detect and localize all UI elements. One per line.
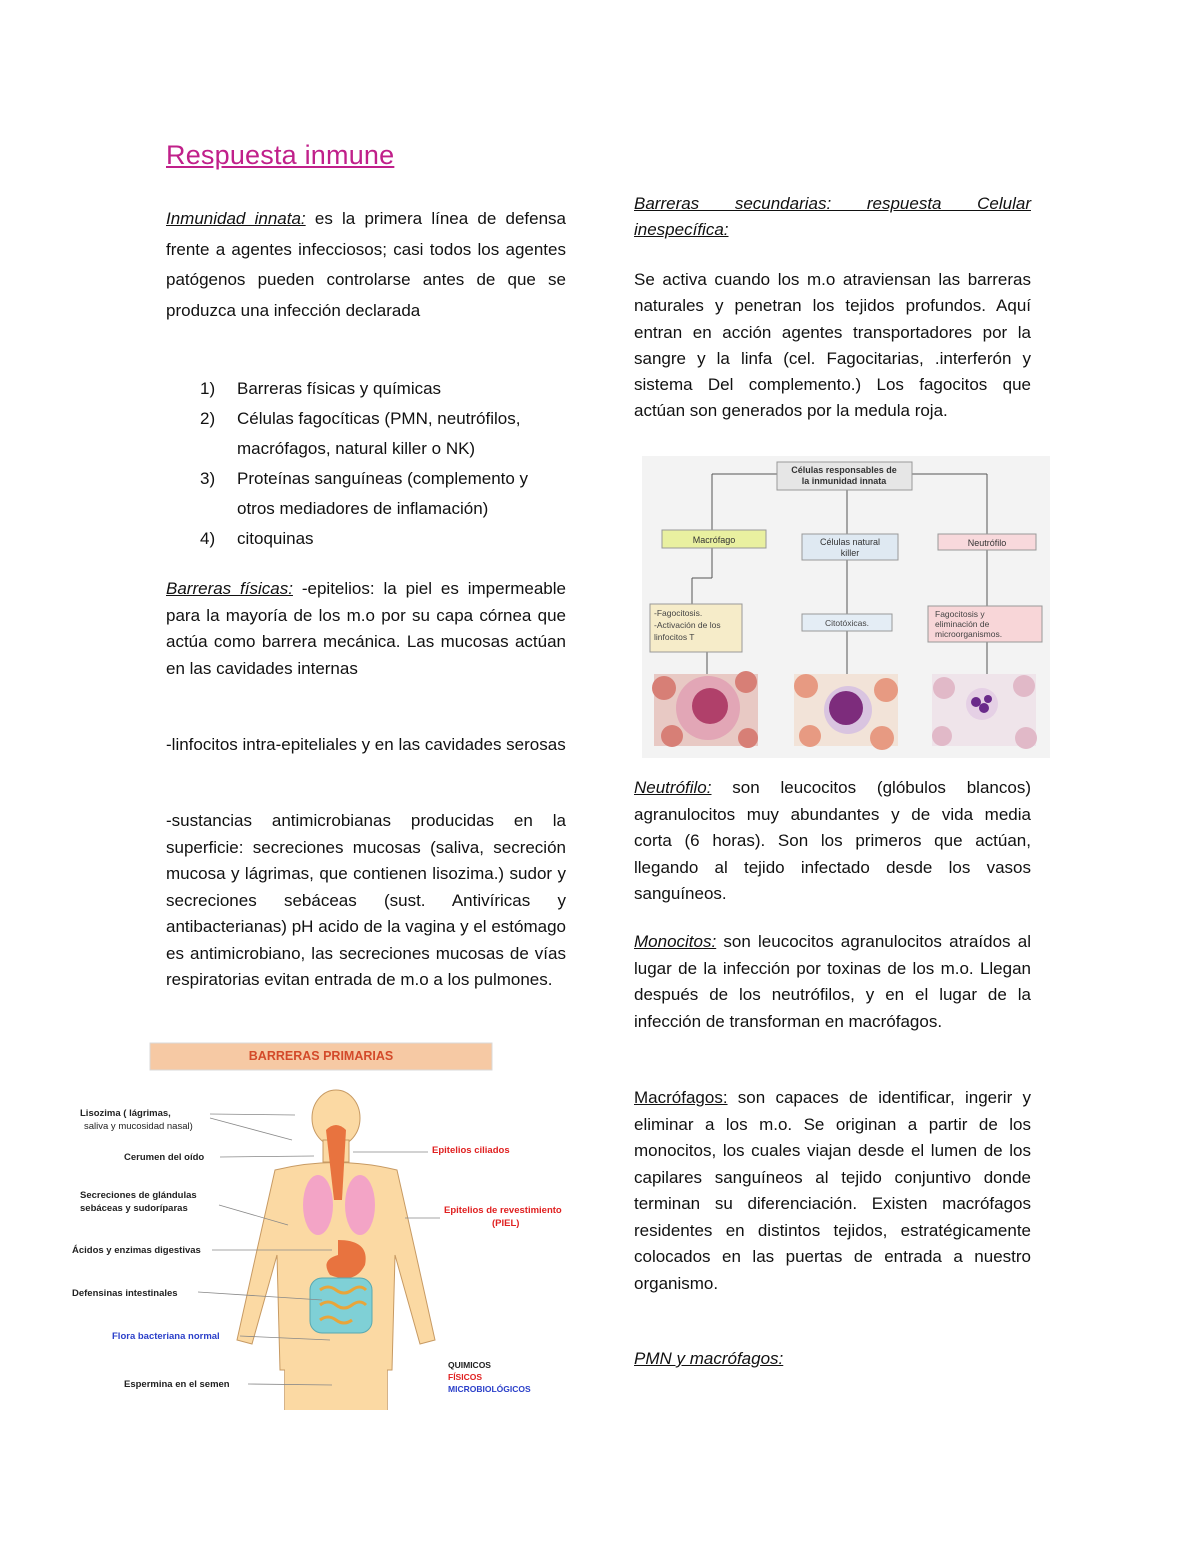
label-acidos: Ácidos y enzimas digestivas [72,1245,201,1256]
innata-list [166,374,566,554]
header-title: BARRERAS PRIMARIAS [248,1049,394,1063]
left-lung-icon [303,1175,333,1235]
nk-micrograph [794,674,898,750]
barreras-primarias-figure [70,1040,590,1410]
monocitos-paragraph: Monocitos: son leucocitos agranulocitos atraídos al lugar de la infección por toxinas de los m.o. Llegan después de los neutrófilos, y en el lugar de la infección de transforman en macrófagos. [634,932,1031,1031]
list-item: 2) Células fagocíticas (PMN, neutrófilos, macrófagos, natural killer o NK) [200,409,521,458]
label-lisozima: Lisozima ( lágrimas, [80,1108,171,1119]
legend-fisicos: FÍSICOS [448,1372,483,1382]
label-espermina: Espermina en el semen [124,1379,230,1390]
list-item: 1) Barreras físicas y químicas [200,379,442,398]
svg-text:-Activación de los: -Activación de los [654,620,721,630]
svg-text:la inmunidad innata: la inmunidad innata [801,476,887,486]
fisicas-paragraph: Barreras físicas: -epitelios: la piel es impermeable para la mayoría de los m.o por su capa córnea que actúa como barrera mecánica. Las mucosas actúan en las cavidades internas [166,579,566,678]
neutrofilo-micrograph [932,674,1037,749]
svg-text:eliminación de: eliminación de [935,619,990,629]
label-epitelios-revestimiento: Epitelios de revestimiento [444,1205,562,1216]
monocitos-label: Monocitos: [634,932,717,951]
legend-quimicos: QUIMICOS [448,1360,491,1370]
list-item: 4) citoquinas [200,529,314,548]
macrofagos-label: Macrófagos: [634,1088,728,1107]
figure-legend [448,1360,531,1394]
fisicas-label: Barreras físicas: [166,579,293,598]
innata-text: es la primera línea de defensa frente a agentes infecciosos; casi todos los agentes patógenos pueden controlarse antes de que se produzca una infección declarada [166,209,567,320]
page-title: Respuesta inmune [166,140,395,170]
innate-cells-figure [642,456,1050,758]
legend-microbiologicos: MICROBIOLÓGICOS [448,1384,531,1394]
innata-paragraph [166,204,566,326]
list-item: 3) Proteínas sanguíneas (complemento y otros mediadores de inflamación) [200,469,529,518]
svg-text:Citotóxicas.: Citotóxicas. [825,618,869,628]
macrofago-micrograph [652,671,758,748]
label-epitelios-ciliados: Epitelios ciliados [432,1145,510,1156]
label-flora: Flora bacteriana normal [112,1331,220,1342]
cells-diagram [642,456,1050,758]
neutrofilo-paragraph: Neutrófilo: son leucocitos (glóbulos blancos) agranulocitos muy abundantes y de vida media corta (6 horas). Son los primeros que actúan, llegando al tejido infectado desde los vasos sanguíneos. [634,778,1031,903]
right-labels [432,1145,562,1229]
neutrofilo-label: Neutrófilo: [634,778,712,797]
label-defensinas: Defensinas intestinales [72,1288,178,1299]
svg-text:Células responsables de: Células responsables de [791,465,897,475]
svg-text:Macrófago: Macrófago [692,535,736,545]
label-cerumen: Cerumen del oído [124,1152,205,1163]
secundarias-heading: Barreras secundarias: respuesta Celular inespecífica: [634,194,1031,239]
label-lisozima-2: saliva y mucosidad nasal) [84,1121,193,1132]
svg-text:microorganismos.: microorganismos. [935,629,1003,639]
secundarias-paragraph: Se activa cuando los m.o atraviensan las barreras naturales y penetran los tejidos profundos. Aquí entran en acción agentes transportadores por la sangre y la linfa (cel. Fagocitarias, .interferón y sistema Del complemento.) Los fagocitos que actúan son generados por la medula roja. [634,270,1031,421]
svg-text:-Fagocitosis.: -Fagocitosis. [654,608,703,618]
left-labels [72,1108,230,1390]
svg-text:linfocitos T: linfocitos T [654,632,695,642]
macrofagos-paragraph: Macrófagos: son capaces de identificar, ingerir y eliminar a los m.o. Se originan a partir de los monocitos, los cuales viajan desde el lumen de los capilares sanguíneos al tejido conjuntivo donde terminan su diferenciación. Existen macrófagos residentes en distintos tejidos, estratégicamente colocados en las puertas de entrada a nuestro organismo. [634,1088,1031,1293]
svg-text:killer: killer [840,548,860,558]
label-secreciones: Secreciones de glándulas [80,1190,197,1201]
sustancias-paragraph: -sustancias antimicrobianas producidas en la superficie: secreciones mucosas (saliva, secreción mucosa y lágrimas, que contienen lisozima.) sudor y secreciones sebáceas (sust. Antivíricas y antibacterianas) pH acido de la vagina y el estómago es antimicrobiano, las secreciones mucosas de vías respiratorias evitan entrada de m.o a los pulmones. [166,811,566,989]
linfocitos-paragraph: -linfocitos intra-epiteliales y en las cavidades serosas [166,735,566,754]
svg-text:Neutrófilo: Neutrófilo [967,538,1007,548]
right-lung-icon [345,1175,375,1235]
innata-label: Inmunidad innata: [166,209,306,228]
svg-text:Fagocitosis y: Fagocitosis y [935,609,985,619]
pmn-heading: PMN y macrófagos: [634,1349,784,1368]
label-piel: (PIEL) [492,1218,520,1229]
svg-text:Células natural: Células natural [819,537,881,547]
body-diagram [70,1040,590,1410]
label-secreciones-2: sebáceas y sudoríparas [80,1203,188,1214]
